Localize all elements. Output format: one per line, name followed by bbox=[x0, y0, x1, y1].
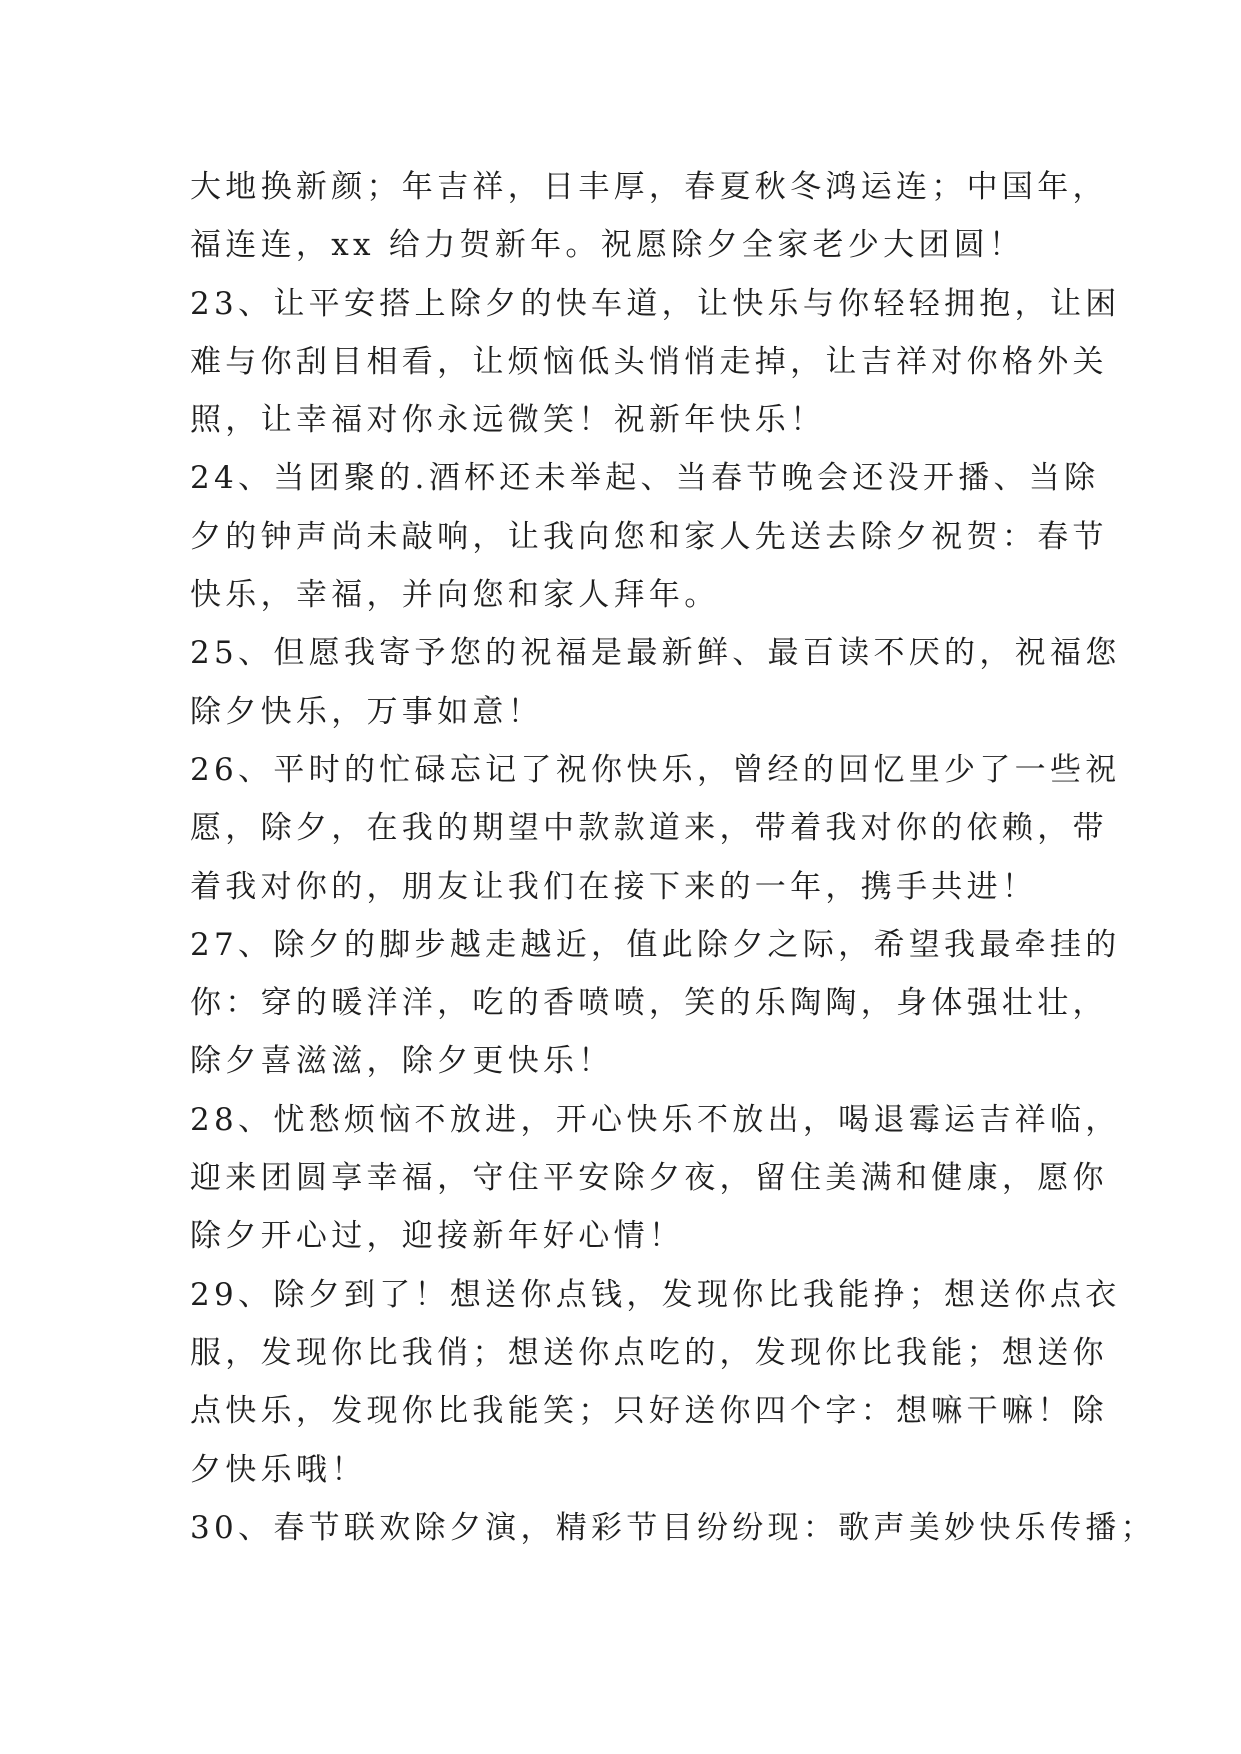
text-line: 夕的钟声尚未敲响，让我向您和家人先送去除夕祝贺：春节 bbox=[190, 518, 1108, 555]
text-line: 除夕快乐，万事如意！ bbox=[190, 693, 543, 730]
text-line: 大地换新颜；年吉祥，日丰厚，春夏秋冬鸿运连；中国年， bbox=[190, 169, 1108, 205]
text-line: 服，发现你比我俏；想送你点吃的，发现你比我能；想送你 bbox=[190, 1334, 1108, 1371]
text-line: 照，让幸福对你永远微笑！祝新年快乐！ bbox=[190, 402, 826, 439]
text-line: 24、当团聚的.酒杯还未举起、当春节晚会还没开播、当除 bbox=[190, 460, 1100, 497]
text-line: 福连连，xx 给力贺新年。祝愿除夕全家老少大团圆！ bbox=[190, 227, 1025, 264]
text-line: 着我对你的，朋友让我们在接下来的一年，携手共进！ bbox=[190, 868, 1038, 905]
text-line: 25、但愿我寄予您的祝福是最新鲜、最百读不厌的，祝福您 bbox=[190, 635, 1121, 672]
text-line: 28、忧愁烦恼不放进，开心快乐不放出，喝退霉运吉祥临， bbox=[190, 1101, 1121, 1138]
text-line: 点快乐，发现你比我能笑；只好送你四个字：想嘛干嘛！除 bbox=[190, 1393, 1108, 1430]
text-line: 除夕开心过，迎接新年好心情！ bbox=[190, 1218, 685, 1255]
text-line: 愿，除夕，在我的期望中款款道来，带着我对你的依赖，带 bbox=[190, 810, 1108, 847]
text-line: 29、除夕到了！想送你点钱，发现你比我能挣；想送你点衣 bbox=[190, 1276, 1121, 1313]
text-line: 26、平时的忙碌忘记了祝你快乐，曾经的回忆里少了一些祝 bbox=[190, 751, 1121, 788]
text-line: 30、春节联欢除夕演，精彩节目纷纷现：歌声美妙快乐传播； bbox=[190, 1509, 1156, 1546]
text-line: 快乐，幸福，并向您和家人拜年。 bbox=[190, 577, 720, 614]
text-line: 你：穿的暖洋洋，吃的香喷喷，笑的乐陶陶，身体强壮壮， bbox=[190, 985, 1108, 1022]
text-line: 23、让平安搭上除夕的快车道，让快乐与你轻轻拥抱，让困 bbox=[190, 285, 1121, 322]
text-line: 难与你刮目相看，让烦恼低头悄悄走掉，让吉祥对你格外关 bbox=[190, 343, 1108, 380]
text-line: 除夕喜滋滋，除夕更快乐！ bbox=[190, 1043, 614, 1080]
text-line: 27、除夕的脚步越走越近，值此除夕之际，希望我最牵挂的 bbox=[190, 926, 1121, 963]
document-body bbox=[190, 158, 1156, 1557]
text-line: 夕快乐哦！ bbox=[190, 1451, 367, 1488]
text-line: 迎来团圆享幸福，守住平安除夕夜，留住美满和健康，愿你 bbox=[190, 1160, 1108, 1197]
